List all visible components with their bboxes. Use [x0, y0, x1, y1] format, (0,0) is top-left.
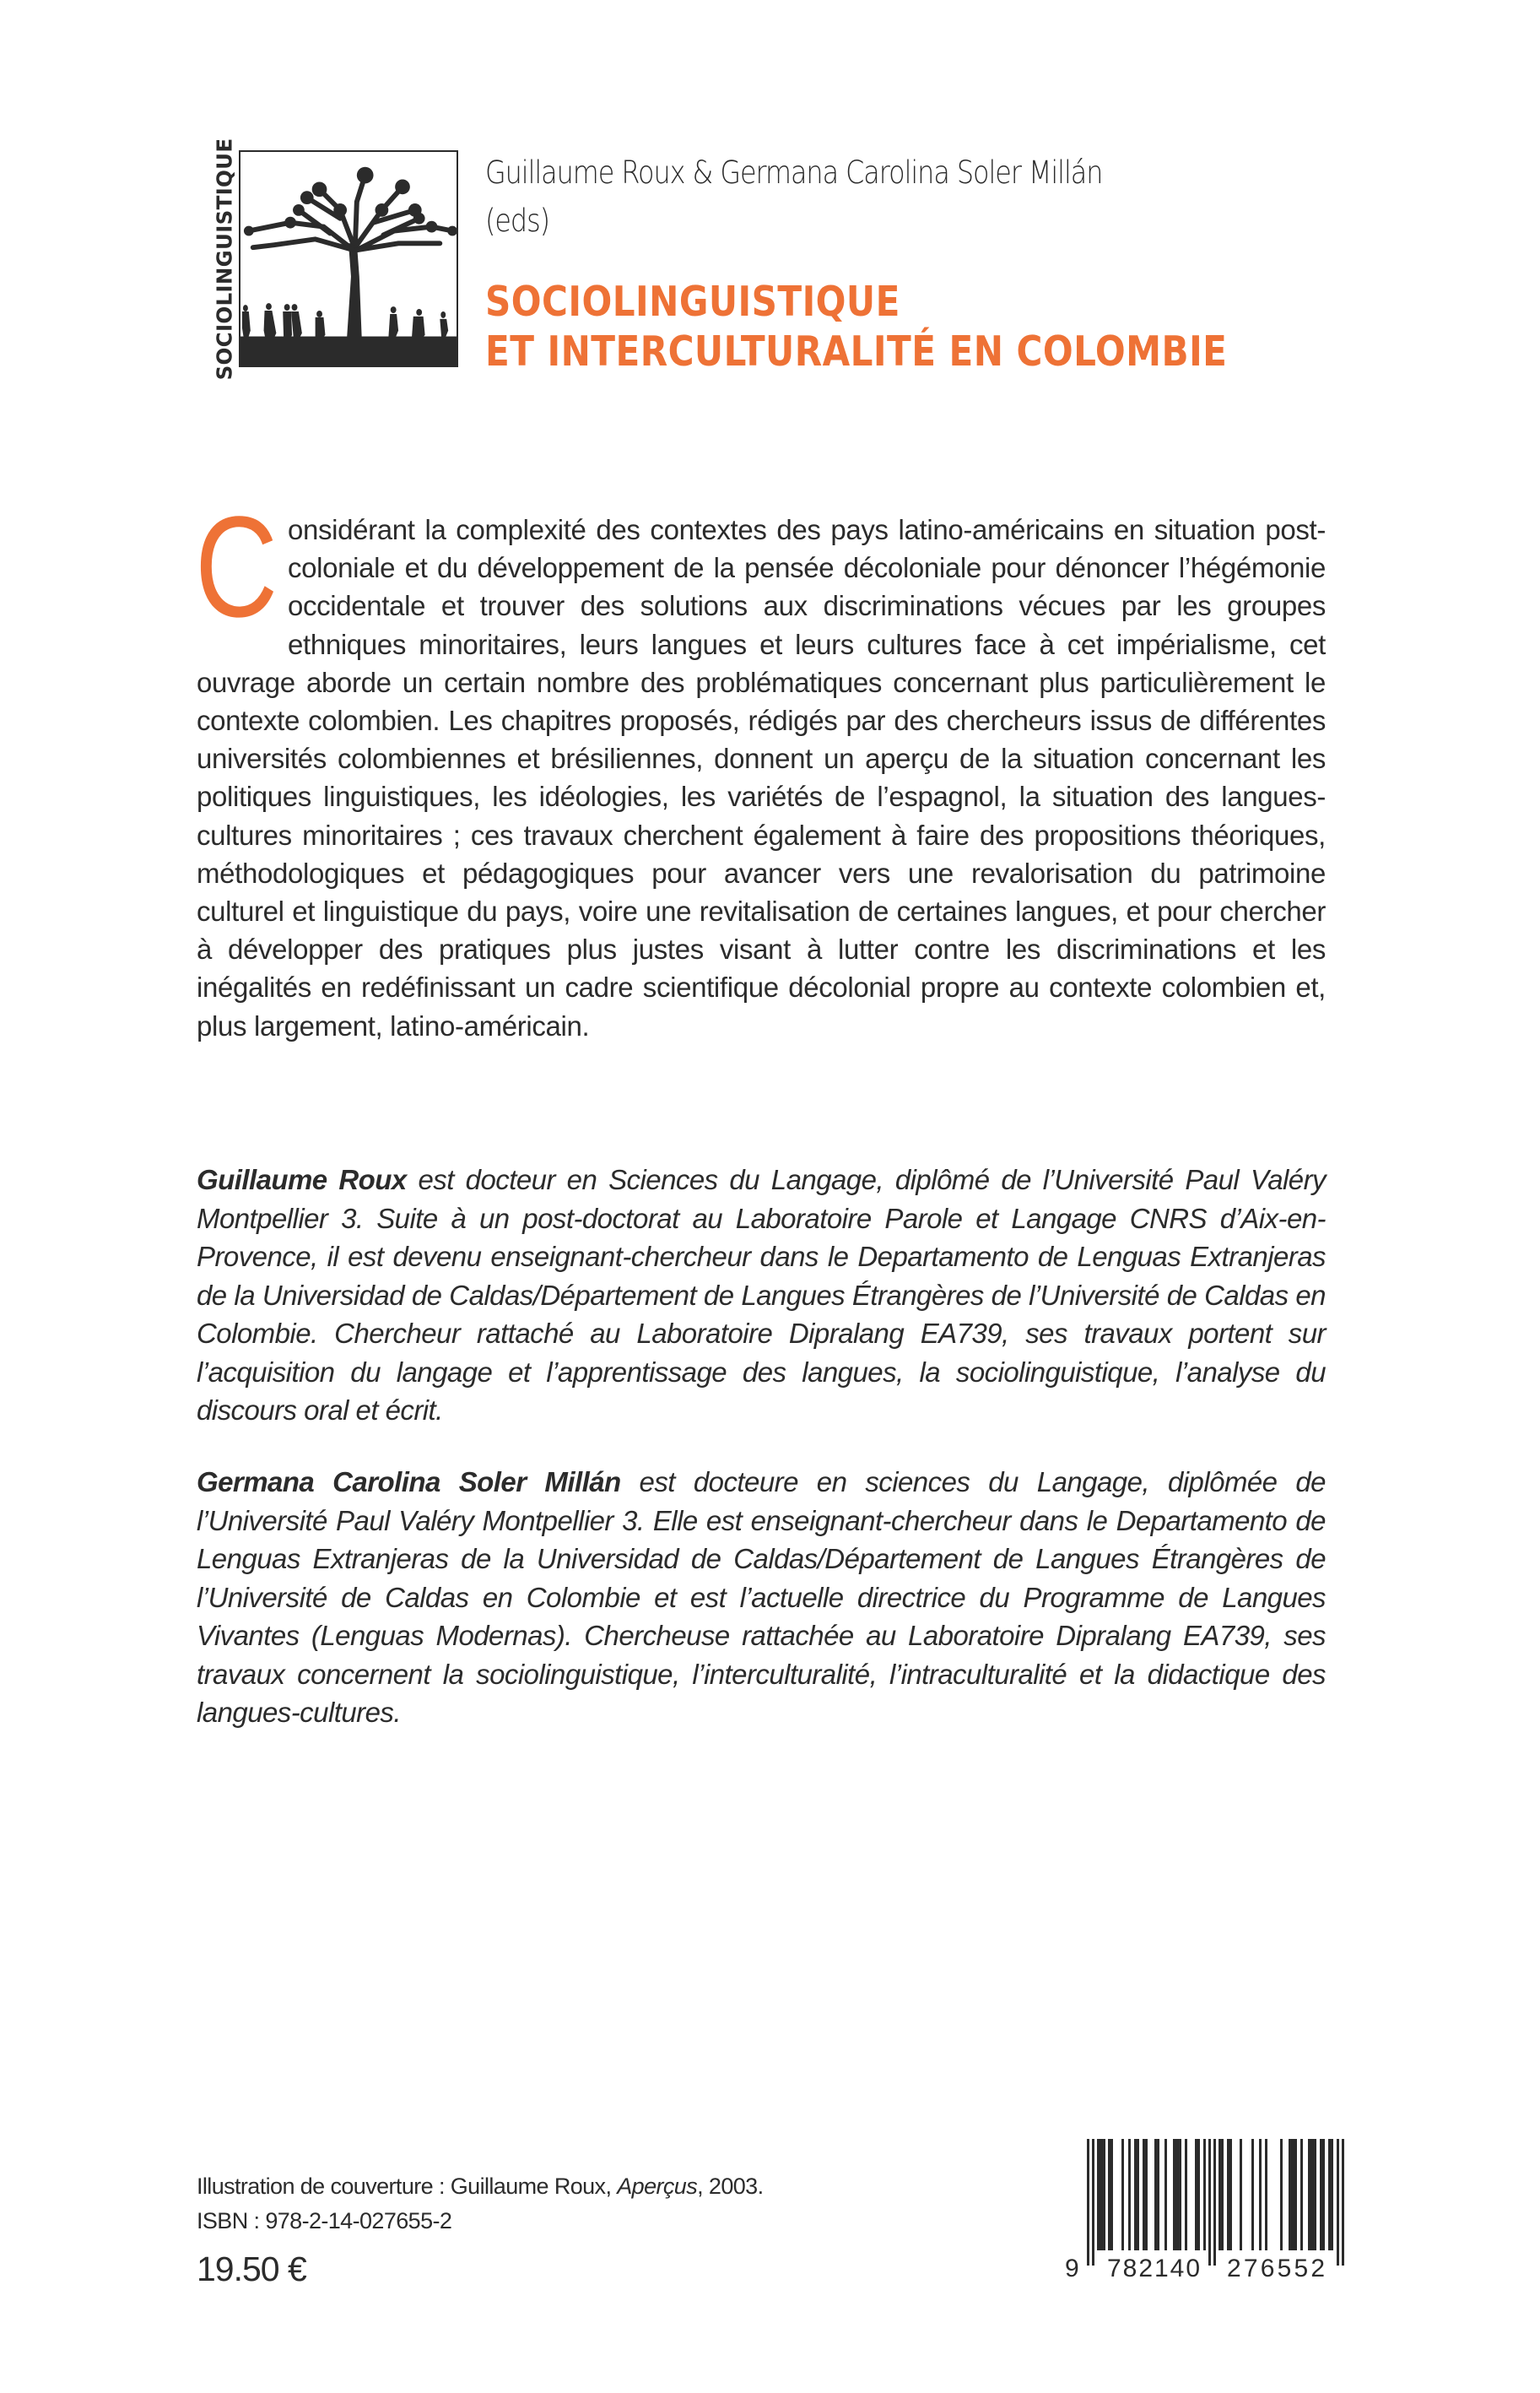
barcode-icon [1062, 2137, 1365, 2285]
blurb-text: onsidérant la complexité des contextes des pays latino-américains en situation post-coloniale et du développement de la pensée décoloniale pour dénoncer l’hégémonie occidentale et trouver des solutions aux discriminations vécues par les groupes ethniques minoritaires, leurs langues et leurs cultures face à cet impérialisme, cet ouvrage aborde un certain nombre des problématiques concernant plus particulièrement le contexte colombien. Les chapitres proposés, rédigés par des chercheurs issus de différentes universités colombiennes et brésiliennes, donnent un aperçu de la situation concernant les politiques linguistiques, les idéologies, les variétés de l’espagnol, la situation des langues-cultures minoritaires ; ces travaux cherchent également à faire des propositions théoriques, méthodologiques et pédagogiques pour avancer vers une revalorisation du patrimoine culturel et linguistique du pays, voire une revitalisation de certaines langues, et pour chercher à développer des pratiques plus justes visant à lutter contre les discriminations et les inégalités en redéfinissant un cadre scientifique décolonial propre au contexte colombien et, plus largement, latino-américain. [197, 514, 1326, 1042]
illustration-credit-prefix: Illustration de couverture : Guillaume Roux, [197, 2174, 618, 2199]
bio-name: Guillaume Roux [197, 1164, 407, 1195]
series-label-text: SOCIOLINGUISTIQUE [212, 138, 237, 381]
bio-text: est docteure en sciences du Langage, diplômée de l’Université Paul Valéry Montpellier 3. Elle est enseignant-chercheur dans le Departamento de Lenguas Extranjeras de la Universidad de Caldas/Département de Langues Étrangères de l’Université de Caldas en Colombie et est l’actuelle directrice du Programme de Langues Vivantes (Lenguas Modernas). Chercheuse rattachée au Laboratoire Dipralang EA739, ses travaux concernent la sociolinguistique, l’interculturalité, l’intraculturalité et la didactique des langues-cultures. [197, 1466, 1326, 1728]
collection-logo-tree-icon [239, 150, 458, 367]
editors-role: (eds) [485, 203, 550, 239]
book-blurb [195, 487, 1326, 1045]
book-editors [485, 149, 1283, 245]
illustration-work-title: Aperçus [617, 2174, 698, 2199]
barcode-digit-first: 9 [1065, 2255, 1079, 2282]
barcode-digits-right: 276552 [1227, 2255, 1325, 2282]
book-title [485, 277, 1227, 376]
cover-credits [197, 2169, 763, 2239]
bio-text: est docteur en Sciences du Langage, diplômé de l’Université Paul Valéry Montpellier 3. Suite à un post-doctorat au Laboratoire Parole et Langage CNRS d’Aix-en-Provence, il est devenu enseignant-chercheur dans le Departamento de Lenguas Extranjeras de la Universidad de Caldas/Département de Langues Étrangères de l’Université de Caldas en Colombie. Chercheur rattaché au Laboratoire Dipralang EA739, ses travaux portent sur l’acquisition du langage et l’apprentissage des langues, la sociolinguistique, l’analyse du discours oral et écrit. [197, 1164, 1326, 1426]
tree-silhouette-icon [240, 152, 457, 365]
barcode-digits-left: 782140 [1107, 2255, 1200, 2282]
price: 19.50 € [197, 2250, 306, 2288]
illustration-credit-suffix: , 2003. [697, 2174, 764, 2199]
editors-names: Guillaume Roux & Germana Carolina Soler Millán [485, 154, 1103, 191]
drop-cap: C [195, 487, 278, 647]
isbn: ISBN : 978-2-14-027655-2 [197, 2208, 452, 2233]
book-title-line-1: SOCIOLINGUISTIQUE [485, 278, 900, 326]
editor-bio-soler-millan [197, 1463, 1326, 1732]
editor-bio-roux [197, 1161, 1326, 1430]
bio-name: Germana Carolina Soler Millán [197, 1466, 621, 1497]
book-title-line-2: ET INTERCULTURALITÉ EN COLOMBIE [485, 328, 1228, 376]
isbn-barcode [1062, 2137, 1365, 2285]
illustration-credit [197, 2169, 763, 2204]
series-label [212, 138, 237, 381]
